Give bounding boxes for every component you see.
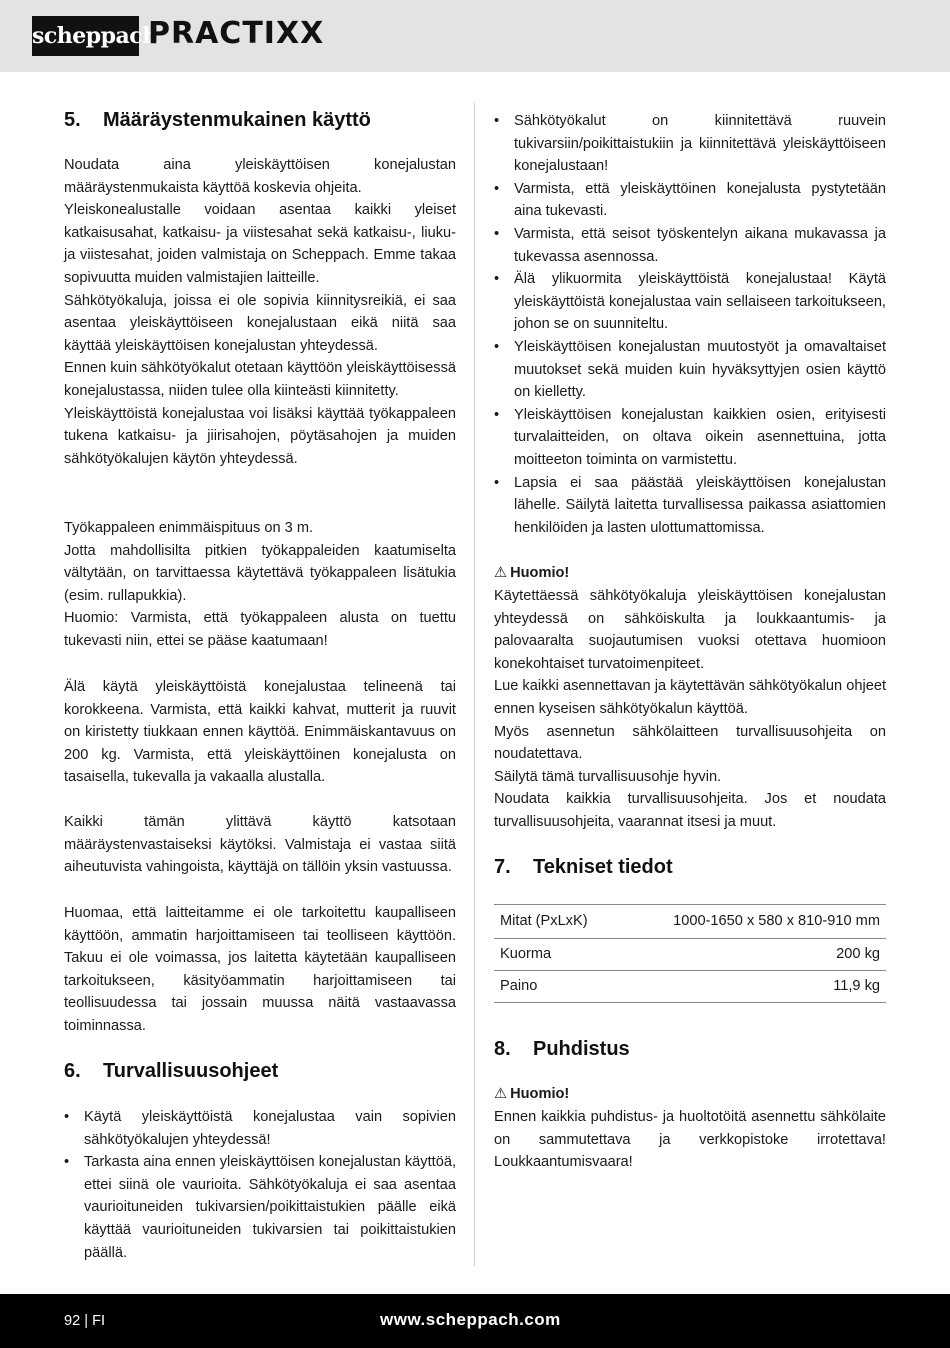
safety-bullet-list-right [494,110,886,539]
paragraph-line: Yleiskäyttöistä konejalustaa voi lisäksi käyttää työkappaleen tukena katkaisu- ja jiirisahojen, pöytäsahojen ja muiden sähkötyökalujen käytön yhteydessä. [64,405,456,467]
spec-label: Mitat (PxLxK) [494,905,617,939]
intended-use-paragraph-4 [64,811,456,879]
paragraph-line: Kaikki tämän ylittävä käyttö katsotaan määräystenvastaiseksi käytöksi. Valmistaja ei vastaa siitä aiheutuvista vahingoista, käyttäjä on tällöin yksin vastuussa. [64,814,456,876]
paragraph-line: Yleiskonealustalle voidaan asentaa kaikki yleiset katkaisusahat, katkaisu- ja viistesahat sekä katkaisu-, liuku- ja viistesahat, joiden valmistaja on Scheppach. Emme takaa sopivuutta muiden valmistajien laitteille. [64,202,456,286]
paragraph-line: Ennen kuin sähkötyökalut otetaan käyttöön yleiskäyttöisessä konejalustassa, niiden tulee olla kiinteästi kiinnitetty. [64,360,456,399]
paragraph-line: Työkappaleen enimmäispituus on 3 m. [64,520,314,536]
section-6-heading [64,1059,278,1083]
section-7-heading [494,855,673,879]
table-row [494,905,886,939]
section-title: Puhdistus [533,1038,630,1060]
warning-title: Huomio! [510,1086,570,1102]
list-item: • Yleiskäyttöisen konejalustan muutostyöt ja omavaltaiset muutokset sekä muiden kuin hyväksyttyjen osien käyttö on kielletty. [494,336,886,404]
warning-triangle-icon: ⚠ [494,1086,508,1102]
section-number: 5. [64,109,81,131]
paragraph-line: Käytettäessä sähkötyökaluja yleiskäyttöisen konejalustan yhteydessä on sähköiskulta ja loukkaantumis- ja palovaaralta suojautumisen vuoksi otettava huomioon konekohtaiset turvatoimenpiteet. [494,588,886,672]
table-row [494,971,886,1003]
section-title: Turvallisuusohjeet [103,1060,279,1082]
table-row [494,939,886,971]
section-5-heading [64,108,371,132]
section-number: 8. [494,1038,511,1060]
paragraph-line: Huomaa, että laitteitamme ei ole tarkoitettu kaupalliseen käyttöön, ammatin harjoittamiseen tai teolliseen käyttöön. Takuu ei ole voimassa, jos laitetta käytetään kaupalliseen tarkoitukseen, käsityöammatin harjoittamiseen tai teollisuudessa tai jossain muussa näitä vastaavassa toiminnassa. [64,905,456,1034]
paragraph-line: Lue kaikki asennettavan ja käytettävän sähkötyökalun ohjeet ennen kyseisen sähkötyökalun käyttöä. [494,678,886,717]
warning-triangle-icon: ⚠ [494,565,508,581]
section-number: 7. [494,856,511,878]
intended-use-paragraph-2 [64,517,456,653]
scheppach-logo: scheppach [32,16,139,56]
spec-value: 200 kg [617,939,886,971]
spec-label: Paino [494,971,617,1003]
section-title: Tekniset tiedot [533,856,673,878]
spec-value: 1000-1650 x 580 x 810-910 mm [617,905,886,939]
warning-paragraph [494,585,886,834]
paragraph-line: Ennen kaikkia puhdistus- ja huoltotöitä asennettu sähkölaite on sammutettava ja verkkopistoke irrotettava! Loukkaantumisvaara! [494,1109,886,1171]
paragraph-line: Myös asennetun sähkölaitteen turvallisuusohjeita on noudatettava. [494,723,886,763]
section-number: 6. [64,1060,81,1082]
header-bar [0,0,950,72]
page-number: 92 | FI [64,1313,106,1329]
intended-use-paragraph-5 [64,902,456,1038]
intended-use-paragraph-3 [64,676,456,789]
paragraph-line: Sähkötyökaluja, joissa ei ole sopivia kiinnitysreikiä, ei saa asentaa yleiskäyttöiseen konejalustaan eikä niitä saa käyttää yleiskäyttöisen konejalustan yhteydessä. [64,292,456,354]
column-divider [474,103,475,1266]
technical-data-table [494,904,886,1003]
list-item: • Varmista, että yleiskäyttöinen konejalusta pystytetään aina tukevasti. [494,178,886,223]
safety-bullet-list-left [64,1106,456,1264]
section-8-heading [494,1037,630,1061]
list-item: • Sähkötyökalut on kiinnitettävä ruuvein tukivarsiin/poikittaistukiin ja kiinnitettävä yleiskäyttöiseen konejalustaan! [494,110,886,178]
intended-use-paragraph-1 [64,154,456,470]
warning-heading [494,562,569,585]
list-item: • Varmista, että seisot työskentelyn aikana mukavassa ja tukevassa asennossa. [494,223,886,268]
list-item: • Lapsia ei saa päästää yleiskäyttöisen konejalustan lähelle. Säilytä laitetta turvallisessa paikassa asiattomien henkilöiden ja lasten ulottumattomissa. [494,472,886,540]
paragraph-line: Noudata kaikkia turvallisuusohjeita. Jos et noudata turvallisuusohjeita, vaarannat itsesi ja muut. [494,791,886,830]
warning-title: Huomio! [510,565,570,581]
paragraph-line: Noudata aina yleiskäyttöisen konejalustan määräystenmukaista käyttöä koskevia ohjeita. [64,157,456,196]
list-item: • Yleiskäyttöisen konejalustan kaikkien osien, erityisesti turvalaitteiden, on oltava oikein asennettuina, jotta moitteeton toiminta on varmistettu. [494,404,886,472]
warning-heading [494,1083,569,1106]
footer-bar [0,1294,950,1348]
website-link[interactable]: www.scheppach.com [380,1310,561,1329]
list-item: • Älä ylikuormita yleiskäyttöistä konejalustaa! Käytä yleiskäyttöistä konejalustaa vain sellaiseen tarkoitukseen, johon se on suunniteltu. [494,268,886,336]
spec-value: 11,9 kg [617,971,886,1003]
spec-label: Kuorma [494,939,617,971]
paragraph-line: Jotta mahdollisilta pitkien työkappaleiden kaatumiselta vältytään, on tarvittaessa käytettävä työkappaleen lisätukia (esim. rullapukkia). [64,542,456,604]
section-title: Määräystenmukainen käyttö [103,109,371,131]
paragraph-line: Älä käytä yleiskäyttöistä konejalustaa telineenä tai korokkeena. Varmista, että kaikki kahvat, mutterit ja ruuvit on kiristetty tiukkaan ennen käyttöä. Enimmäiskantavuus on 200 kg. Varmista, että yleiskäyttöinen konejalusta on tasaisella, tukevalla ja vakaalla alustalla. [64,679,456,786]
list-item: • Tarkasta aina ennen yleiskäyttöisen konejalustan käyttöä, ettei siinä ole vaurioita. Sähkötyökaluja ei saa asentaa vaurioituneiden tukivarsien/poikittaistukien päälle eikä käyttää vaurioituneiden tukivarsien tai poikittaistukien päällä. [64,1151,456,1264]
paragraph-line: Huomio: Varmista, että työkappaleen alusta on tuettu tukevasti niin, ettei se pääse kaatumaan! [64,610,456,649]
practixx-logo: PRACTIXX [148,16,325,51]
cleaning-paragraph [494,1106,886,1174]
paragraph-line: Säilytä tämä turvallisuusohje hyvin. [494,768,722,785]
list-item: • Käytä yleiskäyttöistä konejalustaa vain sopivien sähkötyökalujen yhteydessä! [64,1106,456,1151]
